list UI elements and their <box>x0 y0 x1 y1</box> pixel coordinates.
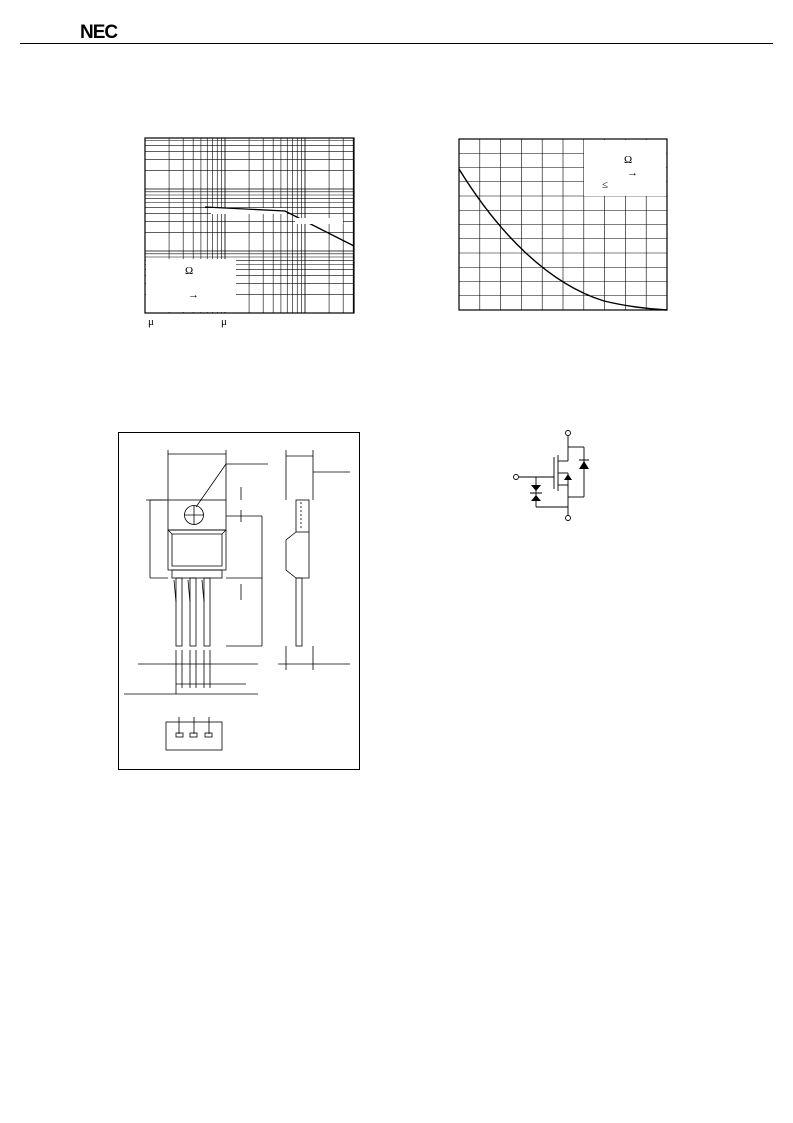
nec-logo: NEC <box>80 22 118 43</box>
ohm-symbol: Ω <box>624 154 633 166</box>
mu-symbol: μ <box>148 316 154 328</box>
arrow-symbol: → <box>188 289 199 301</box>
less-equal-symbol: ≤ <box>602 179 609 191</box>
equivalent-circuit <box>508 425 594 525</box>
log-graph <box>145 138 355 314</box>
arrow-symbol: → <box>627 167 638 179</box>
mu-symbol: μ <box>221 316 227 328</box>
package-drawing <box>118 432 360 770</box>
derating-graph <box>459 139 668 311</box>
ohm-symbol: Ω <box>185 265 194 277</box>
header-rule <box>20 43 773 44</box>
